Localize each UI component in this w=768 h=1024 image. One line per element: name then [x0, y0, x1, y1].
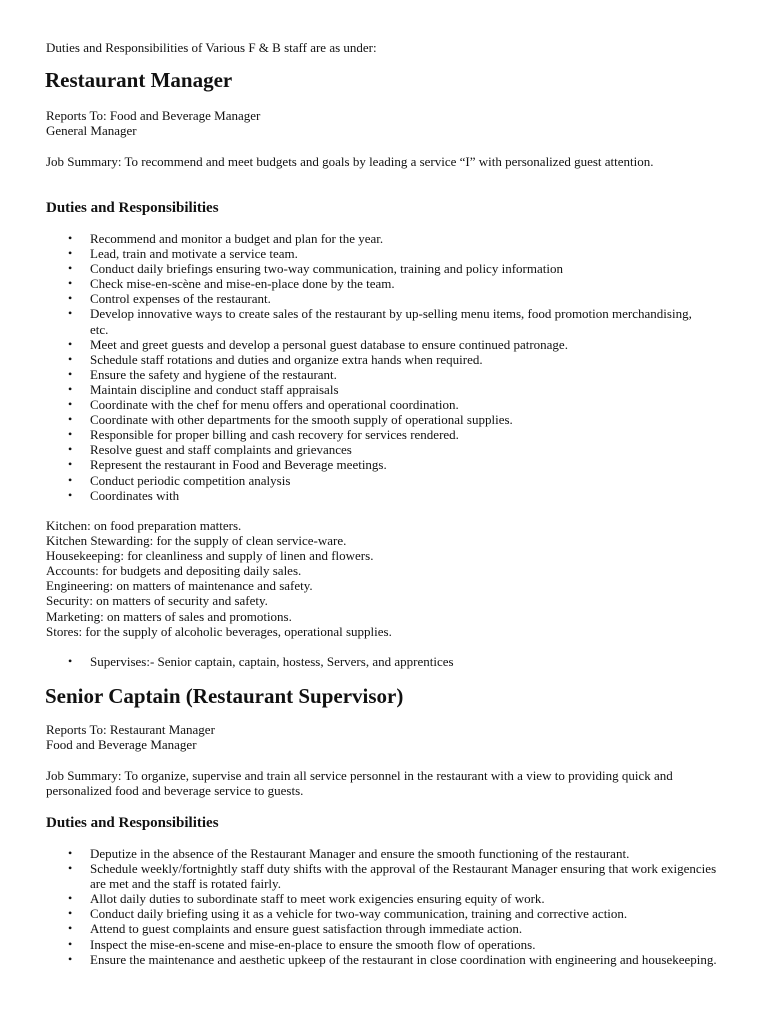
list-item: • Deputize in the absence of the Restaurant Manager and ensure the smooth functioning of the restaurant. [46, 846, 736, 861]
list-item: • Responsible for proper billing and cash recovery for services rendered. [46, 427, 736, 442]
duties-list [46, 846, 736, 967]
reports-to-line: Reports To: Food and Beverage Manager [46, 108, 261, 123]
coordinates-item: Accounts: for budgets and depositing daily sales. [46, 563, 302, 579]
list-item: • Lead, train and motivate a service team. [46, 246, 736, 261]
section-title-restaurant-manager: Restaurant Manager [45, 68, 233, 92]
job-summary: Job Summary: To organize, supervise and train all service personnel in the restaurant with a view to providing quick and personalized food and beverage service to guests. [46, 768, 673, 799]
coordinates-item: Stores: for the supply of alcoholic beverages, operational supplies. [46, 623, 392, 639]
reports-to [46, 722, 726, 752]
list-item: • Develop innovative ways to create sales of the restaurant by up-selling menu items, food promotion merchandising, etc. [46, 306, 736, 336]
reports-to [46, 108, 726, 138]
supervises-list [46, 654, 736, 669]
list-item: • Coordinate with the chef for menu offers and operational coordination. [46, 397, 736, 412]
list-item: • Conduct periodic competition analysis [46, 473, 736, 488]
section-title-senior-captain: Senior Captain (Restaurant Supervisor) [45, 684, 404, 708]
list-item: • Represent the restaurant in Food and Beverage meetings. [46, 457, 736, 472]
list-item: • Conduct daily briefing using it as a vehicle for two-way communication, training and corrective action. [46, 906, 736, 921]
list-item: • Recommend and monitor a budget and plan for the year. [46, 231, 736, 246]
list-item: • Check mise-en-scène and mise-en-place done by the team. [46, 276, 736, 291]
list-item: • Ensure the safety and hygiene of the restaurant. [46, 367, 736, 382]
list-item: • Attend to guest complaints and ensure guest satisfaction through immediate action. [46, 921, 736, 936]
duties-heading: Duties and Responsibilities [46, 200, 219, 216]
coordinates-item: Kitchen Stewarding: for the supply of clean service-ware. [46, 533, 347, 549]
list-item: • Control expenses of the restaurant. [46, 291, 736, 306]
list-item: • Conduct daily briefings ensuring two-way communication, training and policy information [46, 261, 736, 276]
duties-list [46, 231, 736, 503]
list-item: • Resolve guest and staff complaints and grievances [46, 442, 736, 457]
reports-to-line-2: General Manager [46, 123, 137, 139]
duties-heading: Duties and Responsibilities [46, 815, 219, 831]
coordinates-item: Marketing: on matters of sales and promotions. [46, 608, 292, 624]
list-item: • Coordinates with [46, 488, 736, 503]
reports-to-line-2: Food and Beverage Manager [46, 737, 197, 753]
list-item: • Ensure the maintenance and aesthetic upkeep of the restaurant in close coordination with engineering and housekeeping. [46, 952, 736, 967]
coordinates-item: Housekeeping: for cleanliness and supply of linen and flowers. [46, 548, 374, 564]
job-summary: Job Summary: To recommend and meet budgets and goals by leading a service “I” with personalized guest attention. [46, 154, 654, 169]
list-item: • Schedule weekly/fortnightly staff duty shifts with the approval of the Restaurant Manager ensuring that work exigencies are met and the staff is rotated fairly. [46, 861, 736, 891]
coordinates-item: Security: on matters of security and safety. [46, 593, 268, 609]
coordinates-item: Engineering: on matters of maintenance and safety. [46, 578, 313, 594]
list-item: • Maintain discipline and conduct staff appraisals [46, 382, 736, 397]
list-item: • Meet and greet guests and develop a personal guest database to ensure continued patronage. [46, 337, 736, 352]
intro-text: Duties and Responsibilities of Various F & B staff are as under: [46, 40, 377, 55]
list-item: • Supervises:- Senior captain, captain, hostess, Servers, and apprentices [46, 654, 736, 669]
list-item: • Inspect the mise-en-scene and mise-en-place to ensure the smooth flow of operations. [46, 937, 736, 952]
list-item: • Coordinate with other departments for the smooth supply of operational supplies. [46, 412, 736, 427]
list-item: • Allot daily duties to subordinate staff to meet work exigencies ensuring equity of work. [46, 891, 736, 906]
coordinates-list [46, 518, 392, 639]
reports-to-line: Reports To: Restaurant Manager [46, 722, 215, 737]
coordinates-item: Kitchen: on food preparation matters. [46, 518, 242, 533]
list-item: • Schedule staff rotations and duties and organize extra hands when required. [46, 352, 736, 367]
